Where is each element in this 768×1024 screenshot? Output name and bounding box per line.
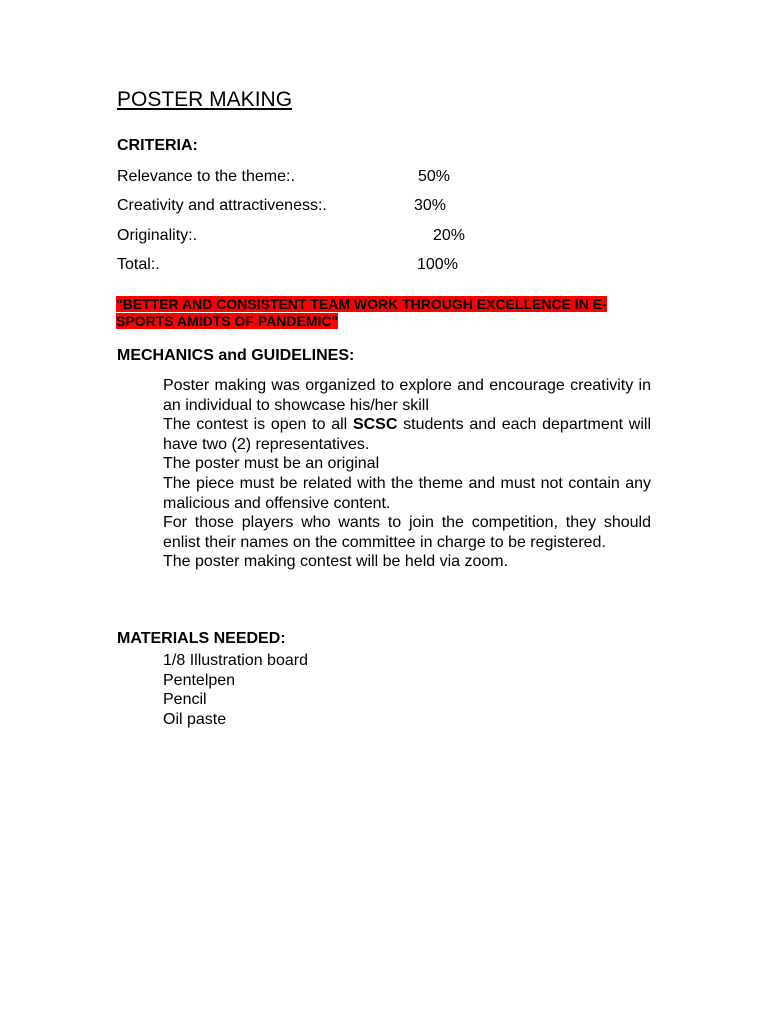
list-item: The piece must be related with the theme and must not contain any malicious and offensive content. xyxy=(163,474,651,512)
list-item: Poster making was organized to explore and encourage creativity in an individual to showcase his/her skill xyxy=(163,377,651,414)
emphasized-text: SCSC xyxy=(352,416,398,434)
list-item: The poster making contest will be held via zoom. xyxy=(163,553,509,571)
criteria-label: Creativity and attractiveness:. xyxy=(117,197,327,214)
theme-banner xyxy=(116,296,640,330)
list-item xyxy=(163,415,651,454)
criteria-label: Relevance to the theme:. xyxy=(117,168,295,185)
page-title: POSTER MAKING xyxy=(117,88,293,111)
criteria-row-originality xyxy=(117,226,466,246)
criteria-heading: CRITERIA: xyxy=(117,137,198,154)
criteria-value: 100% xyxy=(417,256,458,273)
list-item: The poster must be an original xyxy=(163,455,380,473)
criteria-value: 50% xyxy=(418,168,451,185)
criteria-value: 30% xyxy=(414,197,447,214)
list-item: Pentelpen xyxy=(163,671,236,689)
criteria-value: 20% xyxy=(433,227,466,244)
list-item: 1/8 Illustration board xyxy=(163,652,308,669)
criteria-label: Total:. xyxy=(117,256,160,273)
criteria-row-total xyxy=(117,255,458,275)
list-item: For those players who wants to join the competition, they should enlist their names on the committee in charge to be registered. xyxy=(163,514,651,551)
criteria-row-creativity xyxy=(117,196,447,216)
mechanics-heading: MECHANICS and GUIDELINES: xyxy=(117,347,355,364)
guidelines-list xyxy=(163,376,651,572)
materials-list xyxy=(163,651,308,729)
criteria-row-relevance xyxy=(117,167,451,187)
list-item: Pencil xyxy=(163,691,207,709)
materials-heading: MATERIALS NEEDED: xyxy=(117,630,286,647)
theme-text: "BETTER AND CONSISTENT TEAM WORK THROUGH EXCELLENCE IN E-SPORTS AMIDTS OF PANDEMIC" xyxy=(116,296,607,329)
criteria-label: Originality:. xyxy=(117,227,198,244)
guideline-text-part: The contest is open to all SCSC students and each department will have two (2) representatives. xyxy=(163,416,652,453)
list-item: Oil paste xyxy=(163,710,227,728)
